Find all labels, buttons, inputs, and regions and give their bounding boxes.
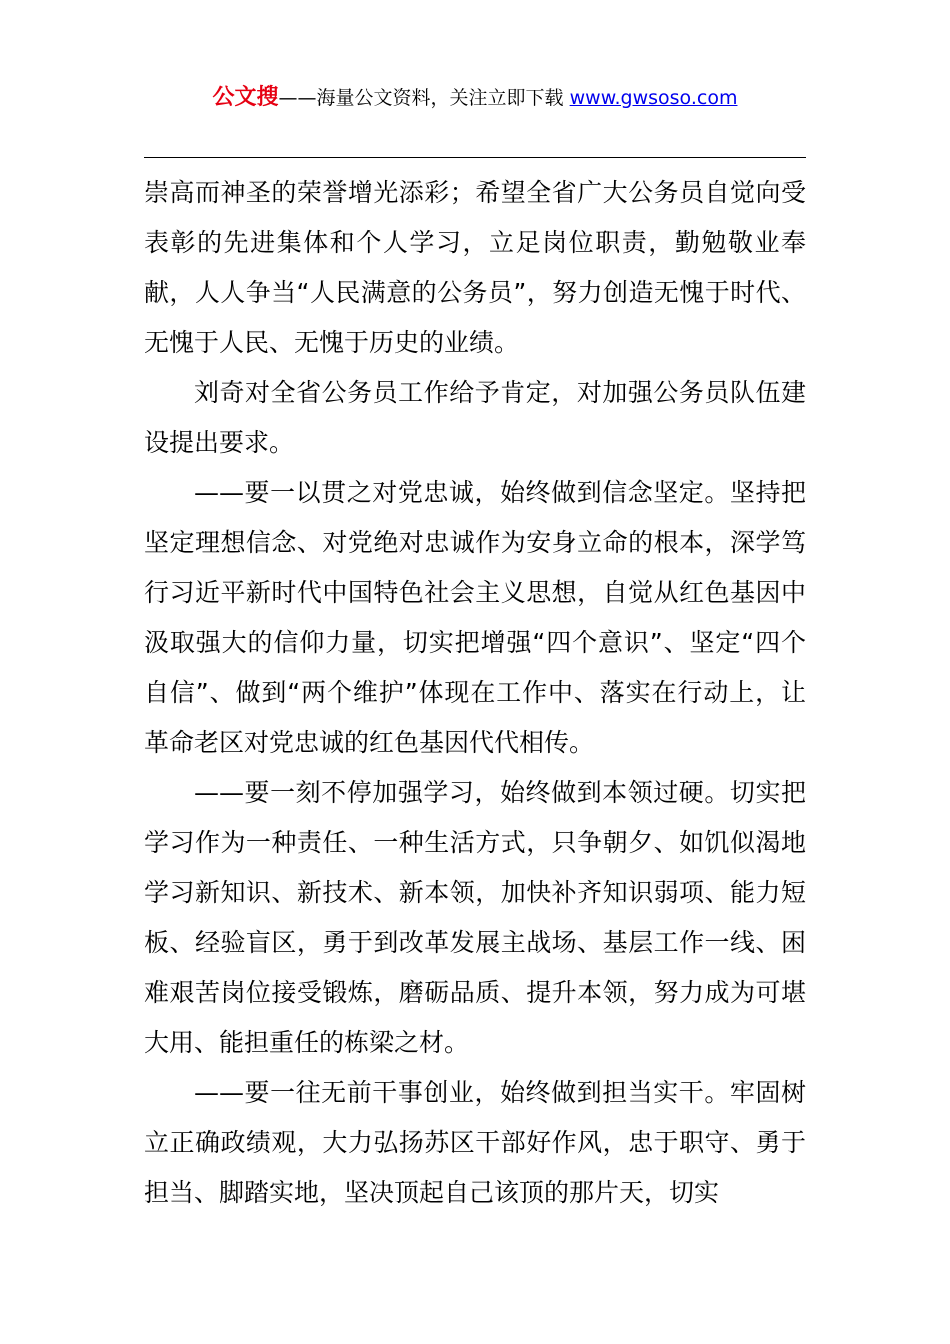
paragraph: ——要一刻不停加强学习，始终做到本领过硬。切实把学习作为一种责任、一种生活方式，只争朝夕、如饥似渴地学习新知识、新技术、新本领，加快补齐知识弱项、能力短板、经验盲区，勇于到改革发展主战场、基层工作一线、困难艰苦岗位接受锻炼，磨砺品质、提升本领，努力成为可堪大用、能担重任的栋梁之材。 <box>144 778 806 1057</box>
paragraph: ——要一以贯之对党忠诚，始终做到信念坚定。坚持把坚定理想信念、对党绝对忠诚作为安身立命的根本，深学笃行习近平新时代中国特色社会主义思想，自觉从红色基因中汲取强大的信仰力量，切实把增强“四个意识”、坚定“四个自信”、做到“两个维护”体现在工作中、落实在行动上，让革命老区对党忠诚的红色基因代代相传。 <box>144 478 806 757</box>
header-tagline: ——海量公文资料，关注立即下载 <box>278 87 564 109</box>
document-body <box>144 168 806 1218</box>
paragraph: 刘奇对全省公务员工作给予肯定，对加强公务员队伍建设提出要求。 <box>144 378 806 457</box>
paragraph: ——要一往无前干事创业，始终做到担当实干。牢固树立正确政绩观，大力弘扬苏区干部好作风，忠于职守、勇于担当、脚踏实地，坚决顶起自己该顶的那片天，切实 <box>144 1078 806 1207</box>
brand-name: 公文搜 <box>212 85 279 110</box>
header-divider <box>144 157 806 158</box>
site-link[interactable]: www.gwsoso.com <box>569 87 738 109</box>
paragraph: 崇高而神圣的荣誉增光添彩；希望全省广大公务员自觉向受表彰的先进集体和个人学习，立足岗位职责，勤勉敬业奉献，人人争当“人民满意的公务员”，努力创造无愧于时代、无愧于人民、无愧于历史的业绩。 <box>144 178 806 357</box>
page-header <box>0 84 950 112</box>
